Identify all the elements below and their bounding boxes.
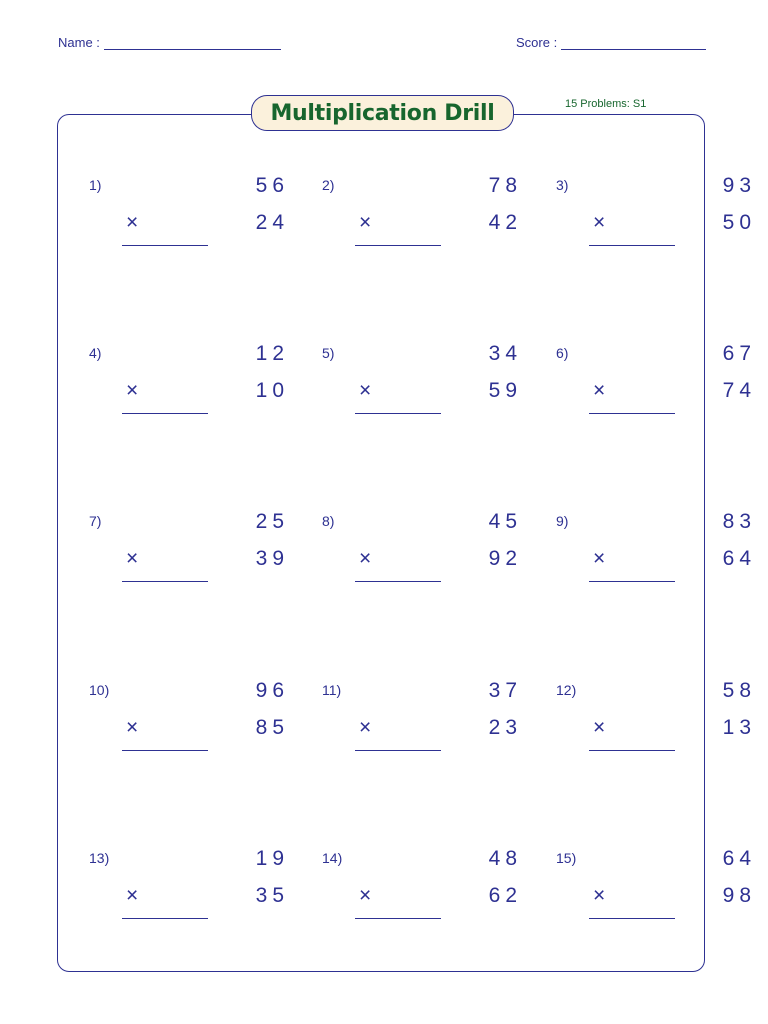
multiplicand: 93	[722, 174, 756, 197]
problem-number: 10)	[89, 682, 110, 698]
answer-line	[589, 413, 675, 414]
multiplier: 35	[255, 884, 289, 907]
multiply-sign: ×	[126, 884, 139, 907]
multiplier: 85	[255, 716, 289, 739]
multiplicand: 48	[488, 847, 522, 870]
problem-6	[556, 342, 756, 432]
answer-line	[355, 581, 441, 582]
page-title: Multiplication Drill	[270, 100, 495, 126]
multiplicand: 12	[255, 342, 289, 365]
problem-set-label: 15 Problems: S1	[565, 98, 647, 110]
multiplier: 10	[255, 379, 289, 402]
problem-number: 5)	[322, 345, 335, 361]
problem-12	[556, 679, 756, 769]
problem-10	[89, 679, 289, 769]
multiplier: 23	[488, 716, 522, 739]
answer-line	[355, 245, 441, 246]
answer-line	[589, 245, 675, 246]
multiply-sign: ×	[126, 716, 139, 739]
problem-2	[322, 174, 522, 264]
problem-number: 14)	[322, 850, 343, 866]
problem-number: 7)	[89, 513, 102, 529]
multiplier: 13	[722, 716, 756, 739]
problem-number: 12)	[556, 682, 577, 698]
score-blank-line[interactable]	[561, 34, 706, 50]
multiplier: 42	[488, 211, 522, 234]
multiply-sign: ×	[593, 379, 606, 402]
name-field	[58, 34, 281, 50]
answer-line	[122, 581, 208, 582]
problem-9	[556, 510, 756, 600]
problem-number: 2)	[322, 177, 335, 193]
multiply-sign: ×	[359, 547, 372, 570]
problem-number: 6)	[556, 345, 569, 361]
multiplier: 39	[255, 547, 289, 570]
problem-number: 11)	[322, 682, 342, 698]
multiplicand: 19	[255, 847, 289, 870]
problem-number: 13)	[89, 850, 110, 866]
problem-number: 4)	[89, 345, 102, 361]
problem-1	[89, 174, 289, 264]
problem-15	[556, 847, 756, 937]
problem-number: 3)	[556, 177, 569, 193]
answer-line	[122, 245, 208, 246]
multiplicand: 25	[255, 510, 289, 533]
multiply-sign: ×	[593, 211, 606, 234]
multiply-sign: ×	[593, 547, 606, 570]
problem-number: 8)	[322, 513, 335, 529]
problem-3	[556, 174, 756, 264]
multiplicand: 37	[488, 679, 522, 702]
multiply-sign: ×	[126, 379, 139, 402]
problem-number: 9)	[556, 513, 569, 529]
answer-line	[122, 750, 208, 751]
multiplier: 92	[488, 547, 522, 570]
problem-number: 15)	[556, 850, 577, 866]
problem-7	[89, 510, 289, 600]
answer-line	[355, 750, 441, 751]
multiplicand: 56	[255, 174, 289, 197]
multiplier: 62	[488, 884, 522, 907]
multiplicand: 58	[722, 679, 756, 702]
multiplicand: 67	[722, 342, 756, 365]
multiplier: 74	[722, 379, 756, 402]
title-banner	[251, 95, 514, 131]
problem-8	[322, 510, 522, 600]
name-blank-line[interactable]	[104, 34, 281, 50]
multiply-sign: ×	[593, 716, 606, 739]
answer-line	[589, 918, 675, 919]
multiplicand: 45	[488, 510, 522, 533]
answer-line	[589, 581, 675, 582]
score-label: Score :	[516, 35, 558, 50]
answer-line	[355, 413, 441, 414]
answer-line	[122, 413, 208, 414]
name-label: Name :	[58, 35, 100, 50]
problem-4	[89, 342, 289, 432]
multiply-sign: ×	[359, 211, 372, 234]
problem-13	[89, 847, 289, 937]
multiply-sign: ×	[359, 884, 372, 907]
multiplier: 98	[722, 884, 756, 907]
multiplicand: 78	[488, 174, 522, 197]
multiply-sign: ×	[126, 547, 139, 570]
multiplier: 64	[722, 547, 756, 570]
score-field	[516, 34, 706, 50]
multiplicand: 83	[722, 510, 756, 533]
multiplicand: 64	[722, 847, 756, 870]
multiplier: 59	[488, 379, 522, 402]
problem-5	[322, 342, 522, 432]
answer-line	[122, 918, 208, 919]
problem-number: 1)	[89, 177, 102, 193]
multiply-sign: ×	[126, 211, 139, 234]
answer-line	[589, 750, 675, 751]
problem-11	[322, 679, 522, 769]
multiply-sign: ×	[359, 716, 372, 739]
multiply-sign: ×	[593, 884, 606, 907]
multiplier: 50	[722, 211, 756, 234]
multiplicand: 96	[255, 679, 289, 702]
problem-14	[322, 847, 522, 937]
answer-line	[355, 918, 441, 919]
multiply-sign: ×	[359, 379, 372, 402]
multiplicand: 34	[488, 342, 522, 365]
multiplier: 24	[255, 211, 289, 234]
